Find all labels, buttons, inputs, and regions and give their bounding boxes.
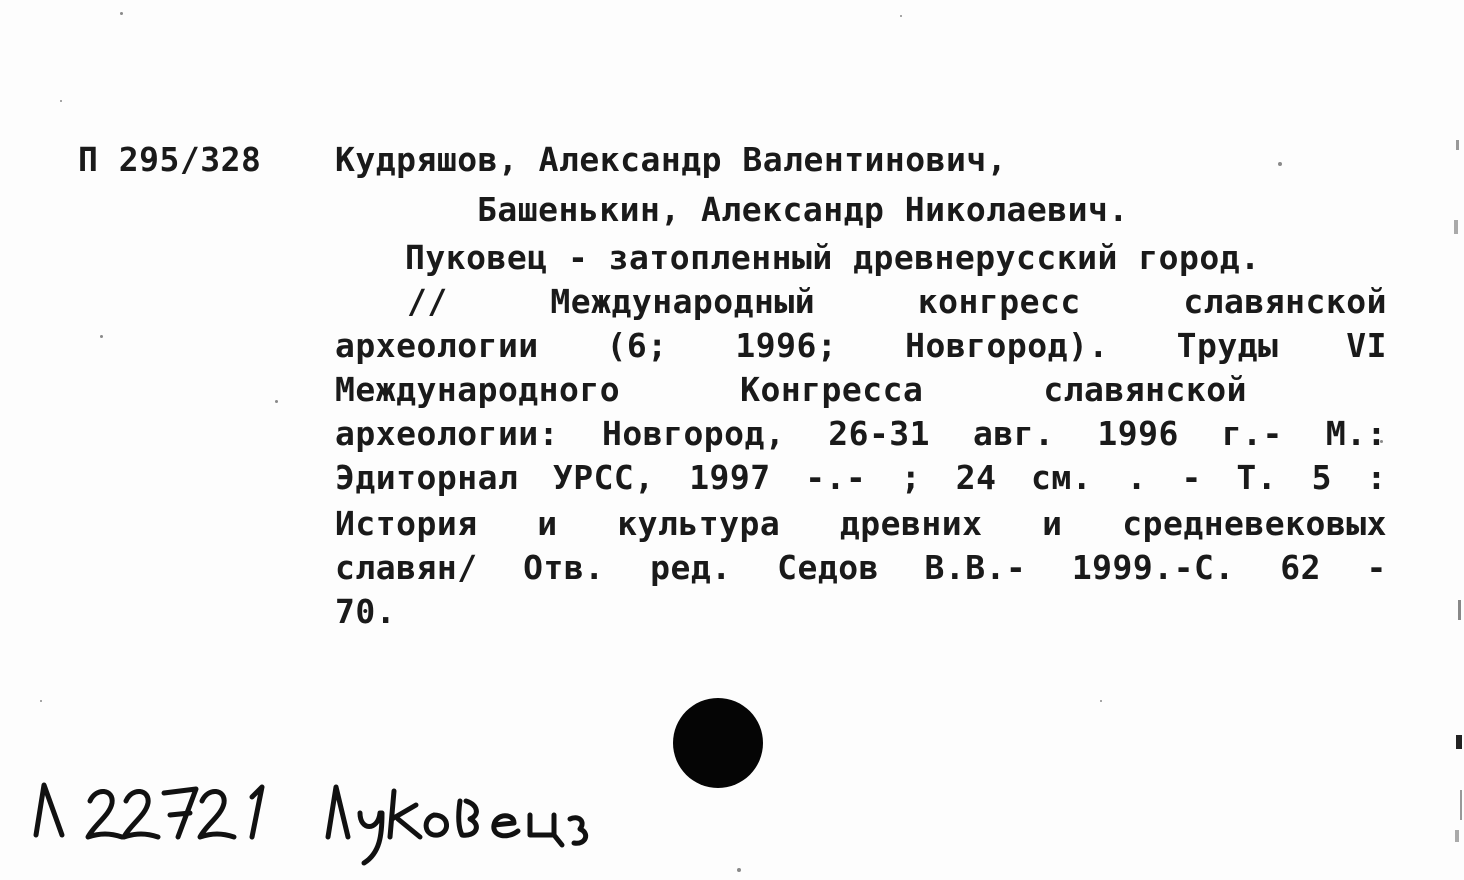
scan-speck [100, 335, 103, 338]
body-word: и [537, 504, 558, 543]
body-word: (6; [606, 326, 668, 365]
title-line: Пуковец - затопленный древнерусский город. [405, 238, 1261, 277]
body-line-6 [335, 504, 1387, 544]
author-line-2: Башенькин, Александр Николаевич. [477, 190, 1129, 229]
body-word: ред. [650, 548, 732, 587]
body-line-5 [335, 458, 1387, 498]
body-word: Отв. [523, 548, 605, 587]
body-word: конгресс [917, 282, 1081, 321]
scan-speck [60, 100, 62, 102]
handwritten-note-text: Л 22721 Луковец [30, 873, 40, 874]
body-word: археологии [335, 326, 539, 365]
body-word: Международный [550, 282, 816, 321]
body-line-4 [335, 414, 1387, 454]
body-word: и [1042, 504, 1063, 543]
scan-speck [275, 400, 278, 403]
body-word: 5 [1311, 458, 1333, 497]
body-word: 1996 [1097, 414, 1179, 453]
body-line-3 [335, 370, 1247, 410]
body-word: VI [1346, 326, 1387, 365]
body-word: Т. [1236, 458, 1278, 497]
scan-speck [1100, 700, 1102, 702]
body-word: культура [617, 504, 781, 543]
author-line-1: Кудряшов, Александр Валентинович, [335, 140, 1008, 179]
scan-speck [40, 700, 42, 702]
body-word: -.- [805, 458, 867, 497]
body-line-8: 70. [335, 592, 397, 631]
body-word: г.- [1221, 414, 1283, 453]
body-word: // [407, 282, 448, 321]
body-word: - [1181, 458, 1202, 497]
body-word: - [1366, 548, 1387, 587]
body-word: см. [1030, 458, 1093, 497]
scan-speck [120, 12, 123, 15]
body-line-2 [335, 326, 1387, 366]
body-word: : [1366, 458, 1387, 497]
body-word: В.В.- [924, 548, 1027, 587]
body-line-1 [407, 282, 1387, 322]
scan-speck [737, 868, 741, 872]
body-word: 62 [1280, 548, 1322, 587]
body-word: славянской [1043, 370, 1247, 409]
body-word: УРСС, [552, 458, 655, 497]
body-word: ; [900, 458, 922, 497]
body-word: Конгресса [740, 370, 924, 409]
scan-edge-artifacts [1444, 0, 1464, 880]
body-word: славянской [1183, 282, 1387, 321]
body-word: 1999.-С. [1071, 548, 1235, 587]
body-word: Седов [777, 548, 879, 587]
body-line-7 [335, 548, 1387, 588]
card-punch-hole [673, 698, 763, 788]
shelfmark: П 295/328 [78, 140, 262, 179]
body-word: древних [839, 504, 983, 543]
body-word: 1997 [689, 458, 771, 497]
scan-speck [1278, 162, 1282, 166]
body-word: . [1126, 458, 1147, 497]
body-word: археологии: [335, 414, 560, 453]
body-word: авг. [972, 414, 1055, 453]
body-word: славян/ [335, 548, 478, 587]
body-word: М.: [1325, 414, 1387, 453]
body-word: 24 [955, 458, 997, 497]
handwritten-note [30, 775, 600, 875]
body-word: Труды [1176, 326, 1279, 365]
scan-speck [900, 15, 902, 17]
body-word: Международного [335, 370, 621, 409]
body-word: 26-31 [828, 414, 931, 453]
body-word: Новгород, [601, 414, 786, 453]
body-word: средневековых [1122, 504, 1387, 543]
body-word: История [335, 504, 478, 543]
body-word: Новгород). [905, 326, 1109, 365]
body-word: Эдиторнал [335, 458, 519, 497]
body-word: 1996; [735, 326, 838, 365]
